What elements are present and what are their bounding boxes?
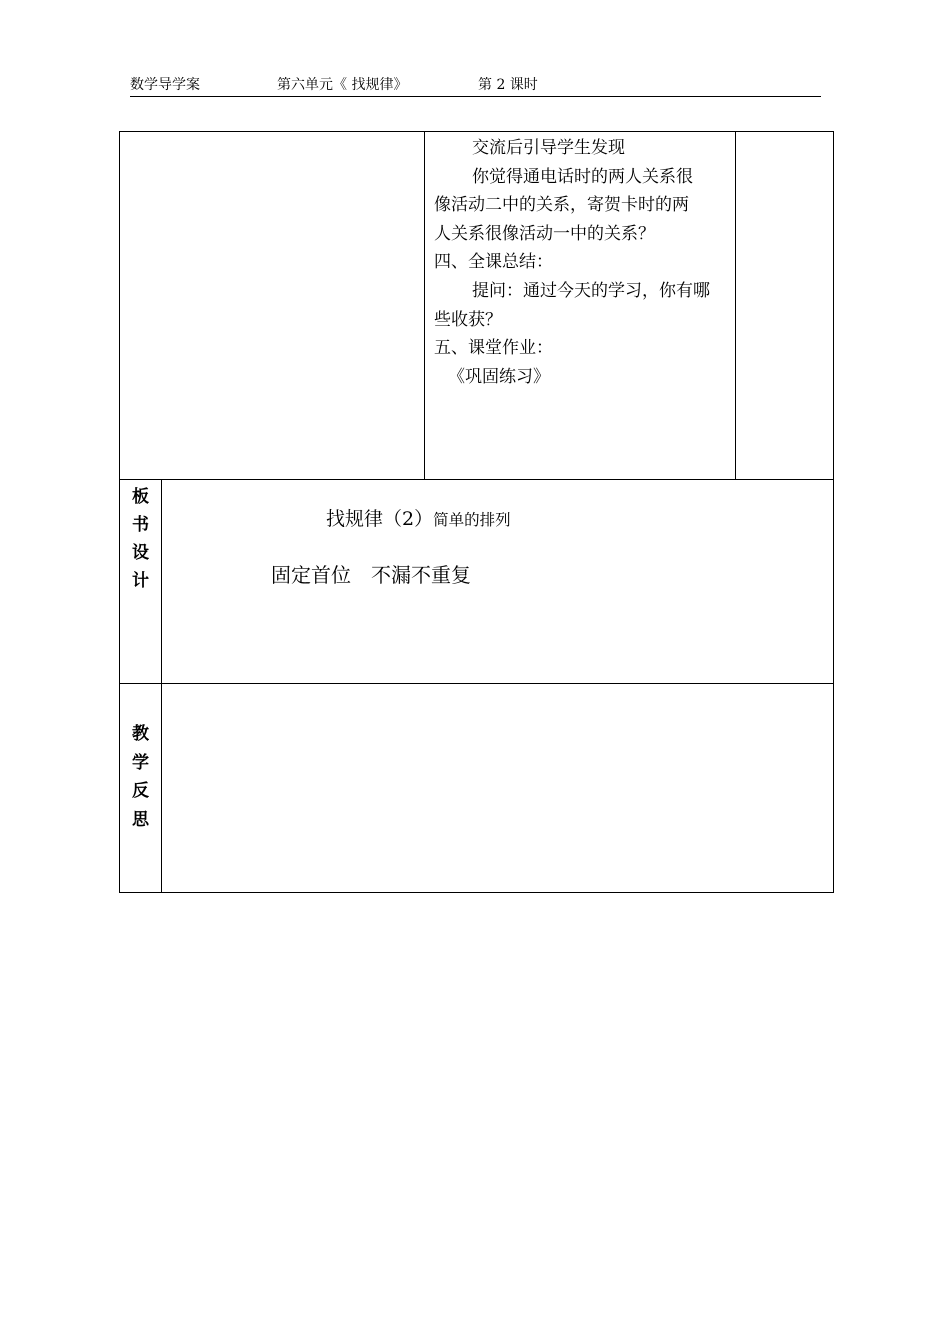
label-char: 思 xyxy=(132,809,149,830)
page-header xyxy=(130,76,821,97)
table-border-top xyxy=(119,131,834,132)
process-line: 提问：通过今天的学习，你有哪 xyxy=(472,280,710,301)
label-char: 书 xyxy=(132,515,149,535)
process-line: 些收获？ xyxy=(434,309,502,330)
process-line: 五、课堂作业： xyxy=(434,338,553,359)
header-lesson-number: 第 2 课时 xyxy=(478,77,538,93)
header-course-title: 数学导学案 xyxy=(130,77,200,93)
teaching-reflection-label xyxy=(120,720,161,834)
table-column-divider xyxy=(424,131,425,480)
process-line: 人关系很像活动一中的关系？ xyxy=(434,223,655,244)
header-unit-title: 第六单元《 找规律》 xyxy=(277,77,408,93)
label-char: 计 xyxy=(132,571,149,591)
table-row-divider xyxy=(119,683,834,684)
table-column-divider xyxy=(735,131,736,480)
table-label-divider xyxy=(161,479,162,893)
label-char: 学 xyxy=(132,752,149,773)
process-line: 《巩固练习》 xyxy=(448,366,550,387)
label-char: 板 xyxy=(132,487,149,507)
process-line: 你觉得通电话时的两人关系很 xyxy=(472,166,693,187)
process-line: 像活动二中的关系，寄贺卡时的两 xyxy=(434,195,689,216)
label-char: 教 xyxy=(132,724,149,744)
process-line: 四、全课总结： xyxy=(434,252,553,273)
table-border-bottom xyxy=(119,892,834,893)
process-line: 交流后引导学生发现 xyxy=(472,138,625,158)
table-row-divider xyxy=(119,479,834,480)
board-title xyxy=(326,504,511,531)
board-key-points: 固定首位 不漏不重复 xyxy=(271,563,471,587)
teaching-process-cell xyxy=(434,134,730,391)
label-char: 反 xyxy=(132,781,149,801)
board-design-label xyxy=(120,483,161,595)
table-border-right xyxy=(833,131,834,893)
board-title-main: 找规律（2） xyxy=(326,508,434,530)
board-title-sub: 简单的排列 xyxy=(433,511,511,529)
label-char: 设 xyxy=(132,543,149,563)
